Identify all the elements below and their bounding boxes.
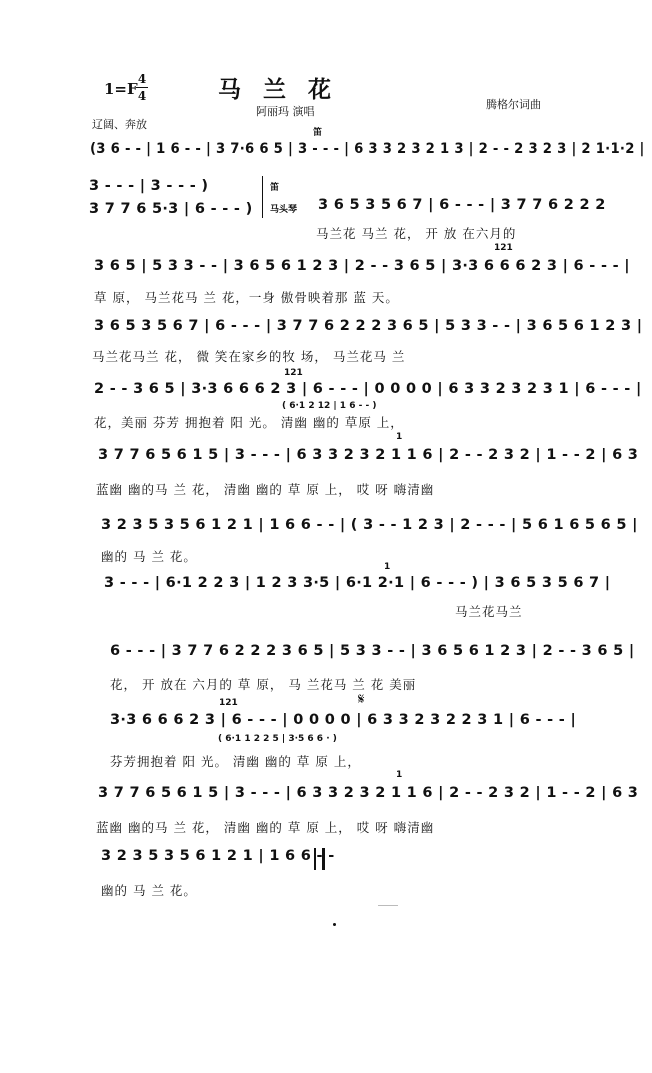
notation-line: 3 - - - | 3 - - - ): [89, 178, 209, 194]
key-signature: 1=F: [104, 80, 138, 98]
lyrics-line: 蓝幽 幽的马 兰 花， 清幽 幽的 草 原 上， 哎 呀 嗨清幽: [96, 482, 435, 497]
notation-line: 3 6 5 3 5 6 7 | 6 - - - | 3 7 7 6 2 2 2: [318, 197, 606, 213]
instrument-label-matouqin: 马头琴: [270, 205, 298, 215]
tempo-marking: 辽阔、奔放: [92, 118, 147, 131]
song-title: 马兰花: [218, 76, 353, 103]
time-signature-top: 4: [137, 72, 147, 86]
grace-note: 121: [284, 368, 303, 378]
lyrics-line: 花， 开 放在 六月的 草 原， 马 兰花马 兰 花 美丽: [110, 677, 417, 692]
notation-line: 3 6 5 | 5 3 3 - - | 3 6 5 6 1 2 3 | 2 - - 3 6 5 | 3·3 6 6 6 2 3 | 6 - - - |: [94, 258, 630, 274]
singer-credit: 阿丽玛 演唱: [256, 105, 315, 118]
notation-line: 3 7 7 6 5 6 1 5 | 3 - - - | 6 3 3 2 3 2 1 1 6 | 2 - - 2 3 2 | 1 - - 2 | 6 3: [98, 785, 639, 801]
time-signature: [136, 72, 148, 103]
stray-mark: [333, 923, 336, 926]
grace-note: 1: [384, 562, 391, 572]
lyrics-line: 花，美丽 芬芳 拥抱着 阳 光。 清幽 幽的 草原 上，: [94, 415, 404, 430]
instrument-label-di: 笛: [313, 128, 323, 138]
notation-line: 6 - - - | 3 7 7 6 2 2 2 3 6 5 | 5 3 3 - - | 3 6 5 6 1 2 3 | 2 - - 3 6 5 |: [110, 643, 635, 659]
lyrics-line: 马兰花马兰: [455, 604, 523, 619]
accompaniment-line: ( 6·1 1 2 2 5 | 3·5 6 6 · ): [218, 734, 337, 744]
notation-line: (3 6 - - | 1 6 - - | 3 7·6 6 5 | 3 - - - | 6 3 3 2 3 2 1 3 | 2 - - 2 3 2 3 | 2 1·1·2 |: [90, 141, 645, 157]
notation-line: 2 - - 3 6 5 | 3·3 6 6 6 2 3 | 6 - - - | 0 0 0 0 | 6 3 3 2 3 2 3 1 | 6 - - - |: [94, 381, 642, 397]
stray-mark: [378, 905, 398, 906]
time-signature-bottom: 4: [137, 89, 147, 103]
grace-note: 121: [494, 243, 513, 253]
lyrics-line: 芬芳拥抱着 阳 光。 清幽 幽的 草 原 上，: [110, 754, 361, 769]
accompaniment-line: ( 6·1 2 12 | 1 6 - - ): [282, 401, 377, 411]
notation-line: 3 2 3 5 3 5 6 1 2 1 | 1 6 6 - - | ( 3 - - 1 2 3 | 2 - - - | 5 6 1 6 5 6 5 |: [101, 517, 638, 533]
notation-line: 3·3 6 6 6 2 3 | 6 - - - | 0 0 0 0 | 6 3 3 2 3 2 2 3 1 | 6 - - - |: [110, 712, 577, 728]
segno-sign: 𝄋: [358, 690, 365, 708]
final-barline: [314, 848, 325, 870]
lyrics-line: 马兰花 马兰 花， 开 放 在六月的: [316, 226, 517, 241]
lyrics-line: 草 原， 马兰花马 兰 花，一身 傲骨映着那 蓝 天。: [94, 290, 399, 305]
grace-note: 1: [396, 770, 403, 780]
system-bracket: [262, 176, 263, 218]
lyrics-line: 马兰花马兰 花， 微 笑在家乡的牧 场， 马兰花马 兰: [92, 349, 406, 364]
notation-line: 3 7 7 6 5·3 | 6 - - - ): [89, 201, 253, 217]
grace-note: 1: [396, 432, 403, 442]
lyrics-line: 蓝幽 幽的马 兰 花， 清幽 幽的 草 原 上， 哎 呀 嗨清幽: [96, 820, 435, 835]
instrument-label-di: 笛: [270, 183, 280, 193]
grace-note: 121: [219, 698, 238, 708]
lyrics-line: 幽的 马 兰 花。: [101, 883, 197, 898]
notation-line: 3 6 5 3 5 6 7 | 6 - - - | 3 7 7 6 2 2 2 3 6 5 | 5 3 3 - - | 3 6 5 6 1 2 3 |: [94, 318, 643, 334]
notation-line: 3 - - - | 6·1 2 2 3 | 1 2 3 3·5 | 6·1 2·1 | 6 - - - ) | 3 6 5 3 5 6 7 |: [104, 575, 611, 591]
composer-credit: 腾格尔词曲: [486, 98, 541, 111]
notation-line: 3 7 7 6 5 6 1 5 | 3 - - - | 6 3 3 2 3 2 1 1 6 | 2 - - 2 3 2 | 1 - - 2 | 6 3: [98, 447, 639, 463]
notation-line: 3 2 3 5 3 5 6 1 2 1 | 1 6 6 - -: [101, 848, 335, 864]
lyrics-line: 幽的 马 兰 花。: [101, 549, 197, 564]
